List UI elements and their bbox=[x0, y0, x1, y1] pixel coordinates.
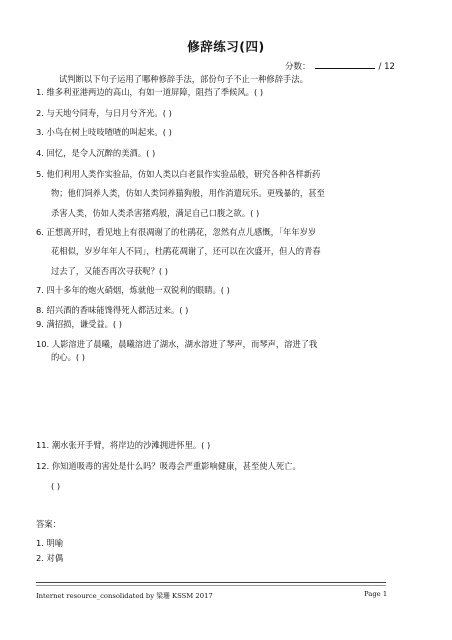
question-6-line-2: 花相似，岁岁年年人不同」，杜鹃花凋谢了，还可以在次盛开，但人的青春 bbox=[51, 246, 321, 256]
footer-divider-thin bbox=[36, 585, 386, 586]
question-12: 12. 你知道吸毒的害处是什么吗？吸毒会严重影响健康，甚至使人死亡。 bbox=[36, 461, 301, 471]
page-title: 修辞练习(四) bbox=[187, 39, 265, 54]
page-number: Page 1 bbox=[364, 590, 388, 598]
question-7: 7. 四十多年的炮火硝烟，炼就他一双锐利的眼睛。( ) bbox=[36, 285, 230, 295]
footer-divider bbox=[36, 582, 386, 583]
question-10-line-2: 的心。( ) bbox=[51, 352, 86, 362]
question-8: 8. 绍兴酒的香味能馋得死人都活过来。( ) bbox=[36, 305, 189, 315]
score-label: 分数： bbox=[285, 62, 311, 72]
score-blank bbox=[315, 61, 375, 69]
question-6: 6. 正想离开时，看见地上有很凋谢了的杜鹃花，忽然有点儿感慨，「年年岁岁 bbox=[36, 227, 317, 237]
question-5-line-2: 物；他们饲养人类，仿如人类饲养猫狗般，用作消遣玩乐。更残暴的，甚至 bbox=[51, 188, 325, 198]
question-2: 2. 与天地兮同寿，与日月兮齐光。( ) bbox=[36, 108, 172, 118]
answers-heading: 答案： bbox=[36, 519, 61, 529]
question-9: 9. 满招损，谦受益。( ) bbox=[36, 319, 123, 329]
question-1: 1. 维多利亚港两边的高山，有如一道屏障，阻挡了季候风。( ) bbox=[36, 87, 264, 97]
question-10: 10. 人影溶进了晨曦，晨曦溶进了湖水，湖水溶进了琴声，而琴声，溶进了我 bbox=[36, 339, 318, 349]
answer-2: 2. 对偶 bbox=[36, 553, 64, 563]
instruction-text: 试判断以下句子运用了哪种修辞手法，部份句子不止一种修辞手法。 bbox=[59, 74, 308, 84]
question-11: 11. 潮水张开手臂，将岸边的沙滩拥进怀里。( ) bbox=[36, 440, 211, 450]
score-total: / 12 bbox=[378, 62, 395, 72]
footer-source: Internet resource_consolidated by 梁珊 KSSM 2017 bbox=[36, 592, 213, 600]
question-3: 3. 小鸟在树上吱吱喳喳的叫起来。( ) bbox=[36, 127, 172, 137]
score-field bbox=[285, 60, 395, 72]
question-6-line-3: 过去了，又能否再次寻获呢？( ) bbox=[51, 266, 168, 276]
question-5-line-3: 杀害人类，仿如人类杀害猪鸡般，满足自己口腹之欲。( ) bbox=[51, 208, 260, 218]
question-12-line-2: ( ) bbox=[51, 481, 61, 491]
question-4: 4. 回忆，是令人沉醉的美酒。( ) bbox=[36, 148, 156, 158]
answer-1: 1. 明喻 bbox=[36, 538, 64, 548]
question-5: 5. 他们利用人类作实验品，仿如人类以白老鼠作实验品般，研究各种各样新药 bbox=[36, 169, 321, 179]
